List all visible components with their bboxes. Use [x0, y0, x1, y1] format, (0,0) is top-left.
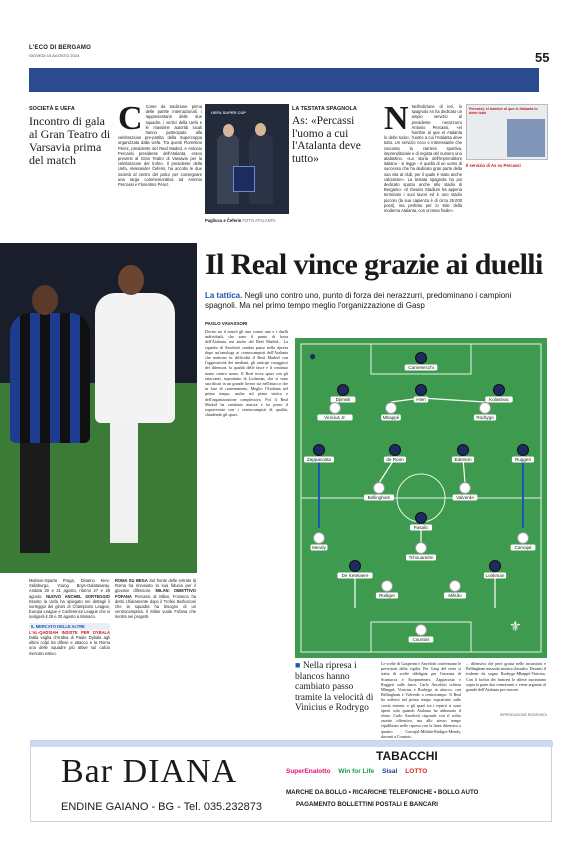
right-article-kicker: LA TESTATA SPAGNOLA — [292, 106, 357, 112]
main-col-3: ... difensiva che però grazia nelle incursioni e Bellingham mezzala sinistra d'assalto. Davanti il tridente da sogno Rodrygo-Mbappé-Vinicius. Con il forfait dei francesi le difese incontrano sopra la parte due centravanti e viene arginato al grande dell'Atalanta per vincere. — [466, 661, 546, 693]
atalanta-player-head — [32, 285, 58, 315]
atalanta-player-2-label: Hien — [416, 397, 426, 403]
atalanta-player-5-marker — [390, 445, 401, 456]
ad-brand: Bar DIANA — [61, 753, 238, 790]
main-col-1b — [205, 578, 288, 718]
atalanta-player-8-marker — [416, 513, 427, 524]
masthead-date: GIOVEDÌ 15 AGOSTO 2024 — [29, 53, 80, 58]
atalanta-player-0-label: Carnesecchi — [408, 365, 434, 371]
atalanta-player-4-label: Zappacosta — [306, 457, 332, 463]
photo-caption — [205, 218, 276, 223]
real-player-7-label: Bellingham — [367, 495, 391, 501]
main-subhead-text: Negli uno contro uno, punto di forza dei nerazzurri, predominano i campioni spagnoli. Ma nel primo tempo meglio l'organizzazione di Gasp — [205, 291, 512, 310]
photo-credit: FOTO ATALANTA — [242, 218, 276, 223]
real-player-5-marker — [416, 543, 427, 554]
thumb-photo — [507, 119, 545, 157]
ad-bar-diana[interactable] — [30, 740, 552, 822]
thumb-text: Percassi, el hombre al que el Atalanta lo debe todo — [469, 107, 538, 115]
copyright-credit: RIPRODUZIONE RISERVATA — [500, 713, 547, 717]
sidebar-head-3: ROMA SU BEGA — [115, 578, 148, 583]
formation-graphic — [295, 338, 547, 658]
real-player-8-label: Rodrygo — [476, 415, 494, 421]
real-badge: ⚜ — [509, 618, 522, 634]
ad-address: ENDINE GAIANO - BG - Tel. 035.232873 — [61, 801, 262, 813]
main-col-1: Deciso no il match gli uno contro uno e i duelli individuali, che sono il punto di forza dell'Atalanta, ma anche del Real Madrid... La squadra di Ancelotti cambia passo nella ripresa dopo un'omologa ai centrocampisti dell'Atalanta che mettono in difficoltà il Real Madrid con l'aggressività dei mediani, gli anticipi coraggiosi dei difensori, la qualità delle fasce e il continuo uomo contro uomo. Il Real trova spazi con gli attaccanti, soprattutto di Lookman, che si sono sacrificati in un grande lavoro sia nell'attacco che in fase di contenimento. Meglio l'Atalanta nel primo tempo, anche sul piano tattico e dell'organizzazione complessiva. Poi il Real Madrid ha cambiato marcia e ha preso il sopravvento con i centrocampisti di qualità, chiudendo gli spazi. — [205, 329, 288, 418]
real-player-shirt — [95, 293, 175, 423]
atalanta-player-10-label: Lookman — [485, 573, 505, 579]
main-kicker: La tattica. — [205, 291, 243, 300]
dropcap: C — [118, 100, 143, 137]
real-player-0-label: Courtois — [412, 637, 430, 643]
top-photo — [205, 104, 289, 214]
atalanta-player-leg — [20, 443, 50, 553]
sidebar-head-1: NUOVO ANCHEL SORTEGGIO — [46, 593, 110, 599]
right-article-header — [292, 106, 380, 165]
right-article-title: As: «Percassi l'uomo a cui l'Atalanta deve tutto» — [292, 115, 361, 165]
atalanta-player-10-marker — [490, 561, 501, 572]
atalanta-player-7-label: Ruggeri — [514, 457, 532, 463]
main-headline: Il Real vince grazie ai duelli — [205, 248, 543, 281]
atalanta-player-shirt — [10, 313, 90, 443]
real-player-2-label: Militão — [448, 593, 462, 599]
real-player-5-label: Tchouaméni — [408, 555, 434, 561]
atalanta-player-4-marker — [314, 445, 325, 456]
real-player-0-marker — [416, 625, 427, 636]
atalanta-player-6-label: Ederson — [454, 457, 472, 463]
real-player-4-marker — [314, 533, 325, 544]
real-player-8-marker — [480, 403, 491, 414]
atalanta-player-3-label: Kolasinac — [489, 397, 509, 403]
top-blue-band — [29, 68, 539, 92]
sidebar-text-4: Sul fronte delle entrate la Roma ha rinnovato la sua fiducia per il giovane difensore. — [115, 578, 196, 594]
pull-quote — [295, 660, 375, 714]
atalanta-player-7-marker — [518, 445, 529, 456]
thumb-caption: Il servizio di As su Percassi — [466, 163, 521, 168]
real-player-6-label: Valverde — [456, 495, 474, 501]
real-player-leg — [110, 423, 138, 543]
atalanta-player-3-marker — [494, 385, 505, 396]
sidebar-col-1 — [29, 578, 110, 728]
logo-superenalotto: SuperEnalotto — [286, 768, 331, 775]
left-article-header — [29, 106, 111, 167]
page-number: 55 — [535, 50, 550, 65]
sidebar-text-3: Dalla vaglia d'Arabia di Paulo Dybala agli ultimi colpi tra difese e attacco e la Roma una delle squadre più attive sul calcio mercato estivo. — [29, 635, 110, 656]
photo-caption-text: Pagliuca e Čeferin — [205, 218, 242, 223]
real-player-10-marker — [330, 403, 341, 414]
atalanta-player-1-label: Djimsiti — [335, 397, 351, 403]
atalanta-player-0-marker — [416, 353, 427, 364]
real-player-3-label: Rüdiger — [378, 593, 396, 599]
pull-quote-text: Nella ripresa i blancos hanno cambiato passo tramite la velocità di Vinicius e Rodrygo — [295, 661, 374, 713]
ad-line-1: MARCHE DA BOLLO • RICARICHE TELEFONICHE • BOLLO AUTO — [286, 789, 479, 796]
logo-winforlife: Win for Life — [338, 768, 375, 775]
real-player-9-label: Mbappé — [382, 415, 400, 421]
plaque — [233, 166, 255, 192]
atalanta-player-6-marker — [458, 445, 469, 456]
real-player-7-marker — [374, 483, 385, 494]
sidebar-text-2: Intanto la Uefa ha spiegato nei dettagli il sorteggio dei gironi di Champions League, Europa League e Conference League che si svolgerà il 29 e 30 agosto a Monaco. — [29, 598, 110, 620]
real-player-2-marker — [450, 581, 461, 592]
photo-banner: UEFA SUPER CUP — [211, 110, 246, 115]
as-thumbnail — [466, 104, 548, 160]
real-player-6-marker — [460, 483, 471, 494]
sidebar-head-2: L'AL-QADSIAH INSISTE PER DYBALA — [29, 629, 110, 635]
right-article-body — [384, 100, 462, 228]
real-player-1-marker — [518, 533, 529, 544]
sidebar-text-5: Percassi al Milan, Fonseca ha detto chiaramente dopo il Trofeo Berlusconi che la squadra ha bisogno di un centrocampista. Il Milan vuole Fofana che rientra nei progetti. — [115, 593, 197, 620]
main-photo — [0, 243, 197, 573]
sidebar-col-2 — [115, 578, 196, 728]
person-left-head — [223, 124, 234, 137]
real-player-4-label: Mendy — [312, 545, 326, 551]
main-col-2: Le scelte di Gasperini e Ancelotti confermano le previsioni della vigilia. Per Gasp del resto si tratta di scelte obbligate per l'assenza di Scamacca e Koopmeiners, Zappacosta e Ruggeri sulle fasce. Carlo Ancelotti schiera Mbappé, Vinicius e Rodrygo in attacco, con Bellingham e Valverde a centrocampo. Il Real ha sofferto nel primo tempo soprattutto sulle corsie esterne, e gli spazi tra i reparti si sono aperti solo quando Atalanta ha abbassato il ritmo. Carlo Ancelotti risponde con il solito assetto offensivo, ma allo stesso tempo equilibrato nelle ripresa con la linea difensiva a quattro Carvajal-Militão-Rüdiger-Mendy, davanti a Courtois. — [381, 661, 461, 739]
right-article-body-text: Nell'edizione di ieri, lo spagnolo As ha dedicato un ampio servizio al presidente nerazzurro Antonio Percassi, «el hombre al que el Atalanta lo debe todo», l'uomo a cui l'Atalanta deve tutto. Un servizio ricco e interessante che racconta la carriera sportiva, imprenditoriale e di regista del numero uno atalantino. «La storia dell'imprenditore italiano - si legge - è quella di un uomo di successo che ha dedicato gran parte della sua vita al club, per il quale è stato anche calciatore». La testata spagnola ha poi dedicato spazio anche allo stadio di Bergamo: «Il Gewiss Stadium ha appena terminato i suoi lavori ed è uno stadio piccolo (la sua capienza è di circa 25.000 posti), ma perfetto per lo stile della moderna Atalanta, con un'area finale». — [384, 104, 462, 214]
sidebar-head-4: MILAN: OBIETTIVO FOFANA — [115, 588, 196, 599]
byline: PAOLO VAVASSORI — [205, 321, 248, 326]
left-article-body-text: Come da tradizione prima delle partite internazionali, i rappresentanti delle due squadre, i vertici della Uefa e le massime autorità locali hanno partecipato alla celebrazione pre-partita della Supercoppa organizzata dalla Uefa. Tra questi Florentino Pérez, presidente del Real Madrid, e Antonio Percassi presidente dell'Atalanta, erano presenti al Gran Teatro di Varsavia per la celebrazione del trofeo. Il presidente della Uefa, Aleksander Čeferin, ha accolto le due società al centro del palco per consegnare una targa commemorativa ad Antonio Percassi e Florentino Pérez. — [118, 104, 202, 188]
ad-logos — [286, 768, 546, 775]
real-player-9-marker — [386, 403, 397, 414]
quote-icon: ■ — [295, 660, 301, 670]
masthead-name: L'ECO DI BERGAMO — [29, 45, 91, 51]
left-article-title: Incontro di gala al Gran Teatro di Varsavia prima del match — [29, 114, 111, 167]
main-subhead — [205, 291, 545, 311]
logo-lotto: LOTTO — [405, 768, 428, 775]
logo-sisal: Sisal — [382, 768, 398, 775]
atalanta-player-9-marker — [350, 561, 361, 572]
left-article-body — [118, 100, 202, 228]
real-player-head — [118, 265, 144, 295]
atalanta-player-1-marker — [338, 385, 349, 396]
atalanta-player-8-label: Pasalic — [413, 525, 429, 531]
atalanta-player-2-marker — [416, 385, 427, 396]
sidebar-section: IL MERCATO DELLE ALTRE — [29, 623, 110, 630]
real-player-10-label: Vinicius Jr. — [324, 415, 346, 421]
dropcap-n: N — [384, 100, 409, 137]
atalanta-badge: ● — [309, 349, 317, 363]
real-player-1-label: Carvajal — [514, 545, 532, 551]
sidebar-text-1: Malmoe-Sparta Praga, Dinamo Kiev-Salisburgo, Young Boys-Galatasaray. Andata 20 e 21 agosto, ritorno 27 e 28 agosto. — [29, 578, 110, 599]
ad-sub: TABACCHI — [376, 749, 438, 763]
ad-line-2: PAGAMENTO BOLLETTINI POSTALI E BANCARI — [296, 801, 438, 808]
ad-top-strip — [31, 741, 553, 747]
person-right-head — [255, 123, 266, 136]
real-player-3-marker — [382, 581, 393, 592]
atalanta-player-9-label: De Ketelaere — [341, 573, 369, 579]
left-article-kicker: SOCIETÀ E UEFA — [29, 106, 75, 112]
atalanta-player-5-label: de Roon — [386, 457, 404, 463]
